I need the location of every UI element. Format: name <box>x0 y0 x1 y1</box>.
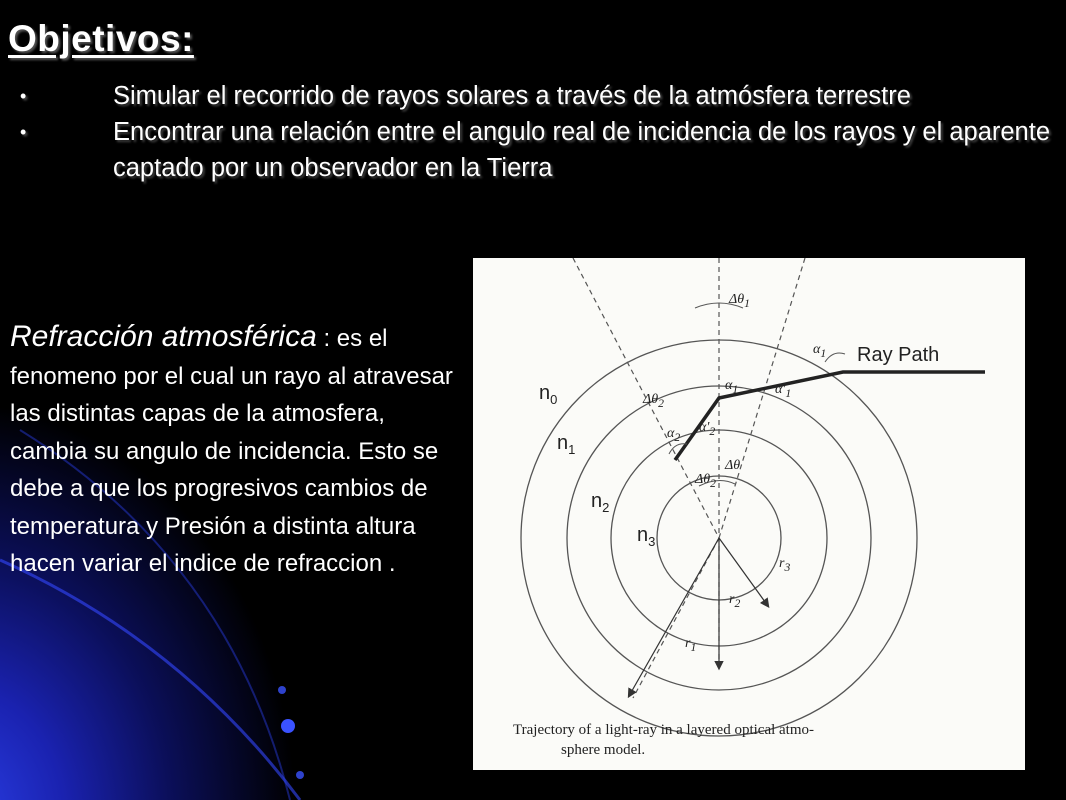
ray-path-line <box>675 372 985 460</box>
n3-label: $n_3$ <box>637 524 656 549</box>
slide-title: Objetivos: <box>8 18 194 59</box>
n1-label: $n_1$ <box>557 432 576 457</box>
objective-item <box>0 114 1060 186</box>
n2-label: $n_2$ <box>591 490 610 515</box>
alpha2-label: $\alpha_2$ <box>667 426 681 444</box>
r1-label: $r_1$ <box>685 636 697 654</box>
delta-theta1-label: $\Delta\theta_1$ <box>729 292 750 310</box>
n0-label: $n_0$ <box>539 382 558 407</box>
caption-line: sphere model. <box>561 742 646 758</box>
objectives-list <box>0 78 1060 186</box>
bullet-icon: • <box>20 86 27 106</box>
paragraph-text: : es el fenomeno por el cual un rayo al atravesar las distintas capas de la atmosfera, cambia su angulo de incidencia. Esto se debe a que los progresivos cambios de temperatura y Presión a distinta altura hacen variar el indice de refraccion . <box>10 325 453 577</box>
objective-text: Simular el recorrido de rayos solares a través de la atmósfera terrestre <box>113 82 911 110</box>
ray-path-label: Ray Path <box>857 344 940 366</box>
alpha2-prime-label: $\alpha'_2$ <box>699 420 716 438</box>
objective-item <box>0 78 1060 114</box>
objective-text: Encontrar una relación entre el angulo real de incidencia de los rayos y el aparente captado por un observador en la Tierra <box>113 118 1051 182</box>
alpha1-prime-label: $\alpha'_1$ <box>775 382 792 400</box>
diagram-drawing <box>473 258 1025 770</box>
r3-label: $r_3$ <box>779 556 791 574</box>
delta-theta2b-label: $\Delta\theta_2$ <box>695 472 716 490</box>
bullet-icon: • <box>20 122 27 142</box>
caption-line: Trajectory of a light-ray in a layered optical atmo- <box>513 722 815 738</box>
paragraph-lead: Refracción atmosférica <box>10 320 317 353</box>
delta-theta2-label: $\Delta\theta_2$ <box>643 392 664 410</box>
figure-caption <box>513 720 993 760</box>
refraction-paragraph <box>10 318 460 583</box>
delta-theta-label: Δθ <box>725 458 741 473</box>
alpha1-label: $\alpha_1$ <box>725 378 739 396</box>
refraction-diagram <box>473 258 1025 770</box>
alpha-top-label: $\alpha_1$ <box>813 342 827 360</box>
r2-label: $r_2$ <box>729 592 741 610</box>
